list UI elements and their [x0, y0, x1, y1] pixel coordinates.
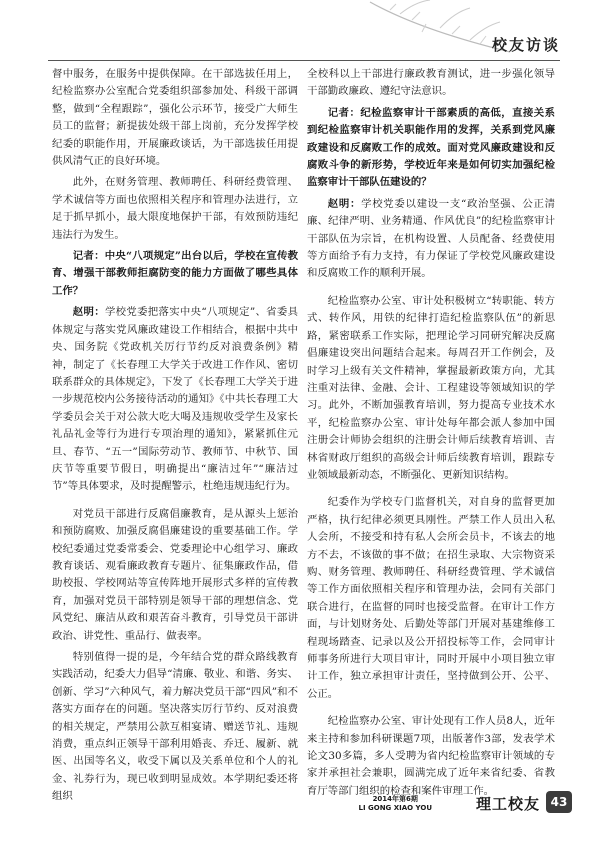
header-rule — [48, 60, 560, 61]
right-column — [307, 66, 555, 804]
page-number: 43 — [546, 791, 572, 813]
paragraph-text: 对党员干部进行反腐倡廉教育，是从源头上惩治和预防腐败、加强反腐倡廉建设的重要基础工作。学校纪委通过党委常委会、党委理论中心组学习、廉政教育谈话、观看廉政教育专题片、征集廉政作品，借助校报、学校网站等宣传阵地开展形式多样的宣传教育，加强对党员干部特别是领导干部的理想信念、党风党纪、廉洁从政和艰苦奋斗教育，引导党员干部讲政治、讲党性、重品行、做表率。 — [52, 507, 298, 642]
magazine-pinyin: LI GONG XIAO YOU — [358, 804, 432, 812]
speaker-label: 赵明： — [72, 306, 105, 319]
interview-question — [52, 248, 298, 300]
body-paragraph — [307, 713, 555, 800]
paragraph-text: 特别值得一提的是，今年结合党的群众路线教育实践活动，纪委大力倡导“清廉、敬业、和谐、务实、创新、学习”六种风气，着力解决党员干部“四风”和不落实方面存在的问题。坚决落实厉行节约、反对浪费的相关规定，严禁用公款互相宴请、赠送节礼、违规消费，重点纠正领导干部利用婚丧、乔迁、履新、就医、出国等名义，收受下属以及关系单位和个人的礼金、礼券行为，现已收到明显成效。本学期纪委还将组织 — [52, 651, 298, 803]
magazine-name: 理工校友 — [475, 795, 540, 813]
paragraph-text: 纪检监察办公室、审计处积极树立“转职能、转方式、转作风，用铁的纪律打造纪检监察队伍”的新思路，紧密联系工作实际，把理论学习同研究解决反腐倡廉建设突出问题结合起来。每周召开工作例会，及时学习上级有关文件精神，掌握最新政策方向，尤其注重对法律、金融、会计、工程建设等领域知识的学习。此外，不断加强教育培训，努力提高专业技术水平，纪检监察办公室、审计处每年都会派人参加中国注册会计师协会组织的注册会计师后续教育培训、吉林省财政厅组织的高级会计师后续教育培训，跟踪专业领域最新动态，不断强化、更新知识结构。 — [307, 294, 555, 481]
body-paragraph — [307, 293, 555, 484]
body-paragraph — [52, 66, 298, 170]
speaker-label: 记者： — [72, 250, 105, 263]
paragraph-text: 中央“八项规定”出台以后，学校在宣传教育、增强干部教师拒腐防变的能力方面做了哪些具体工作？ — [52, 250, 299, 297]
issue-number: 2014年第6期 — [372, 795, 418, 803]
paragraph-text: 学校党委以建设一支“政治坚强、公正清廉、纪律严明、业务精通、作风优良”的纪检监察审计干部队伍为宗旨，在机构设置、人员配备、经费使用等方面给予有力支持，有力保证了学校党风廉政建设和反腐败工作的顺利开展。 — [307, 197, 556, 280]
paragraph-text: 全校科以上干部进行廉政教育测试，进一步强化领导干部勤政廉政、遵纪守法意识。 — [307, 68, 555, 98]
body-paragraph — [307, 494, 555, 703]
speaker-label: 赵明： — [327, 197, 362, 210]
left-column — [52, 66, 298, 810]
paragraph-text: 纪委作为学校专门监督机关，对自身的监督更加严格，执行纪律必须更具刚性。严禁工作人员出入私人会所，不接受和持有私人会所会员卡，不该去的地方不去，不该做的事不做；在招生录取、大宗物资采购、财务管理、教师聘任、科研经费管理、学术诚信等工作方面依照相关程序和管理办法，会同有关部门联合进行，在监督的同时也接受监督。在审计工作方面，与计划财务处、后勤处等部门开展对基建维修工程现场踏查、记录以及公开招投标等工作，会同审计师事务所进行大项目审计，同时开展中小项目独立审计工作，独立承担审计责任，坚持做到公开、公平、公正。 — [307, 496, 555, 700]
body-paragraph — [52, 506, 298, 645]
section-title: 校友访谈 — [491, 36, 560, 54]
speaker-label: 记者： — [327, 106, 361, 119]
interview-answer — [307, 196, 555, 283]
issue-info — [359, 795, 433, 813]
body-paragraph — [52, 649, 298, 806]
paragraph-text: 此外，在财务管理、教师聘任、科研经费管理、学术诚信等方面也依照相关程序和管理办法进行，立足于抓早抓小，最大限度地保护干部，有效预防违纪违法行为发生。 — [52, 176, 298, 241]
paragraph-text: 督中服务，在服务中提供保障。在干部选拔任用上，纪检监察办公室配合党委组织部参加处、科级干部调整，做到“全程跟踪”，强化公示环节，接受广大师生员工的监督；新提拔处级干部上岗前，充分发挥学校纪委的职能作用，开展廉政谈话，为干部选拔任用提供风清气正的良好环境。 — [52, 68, 298, 168]
interview-question — [307, 105, 555, 192]
paragraph-text: 纪检监察审计干部素质的高低，直接关系到纪检监察审计机关职能作用的发挥，关系到党风廉政建设和反腐败工作的成效。面对党风廉政建设和反腐败斗争的新形势，学校近年来是如何切实加强纪检监察审计干部队伍建设的？ — [307, 106, 556, 189]
paragraph-text: 学校党委把落实中央“八项规定”、省委具体规定与落实党风廉政建设工作相结合，根据中共中央、国务院《党政机关厉行节约反对浪费条例》精神，制定了《长春理工大学关于改进工作作风、密切联系群众的具体规定》，下发了《长春理工大学关于进一步规范校内公务接待活动的通知》《中共长春理工大学委员会关于对公款大吃大喝及违规收受学生及家长礼品礼金等行为进行专项治理的通知》，紧紧抓住元旦、春节、“五一”国际劳动节、教师节、中秋节、国庆节等重要节假日，明确提出“廉洁过年”“廉洁过节”等具体要求，及时提醒警示，杜绝违规违纪行为。 — [52, 306, 298, 493]
interview-answer — [52, 304, 298, 495]
body-paragraph — [52, 174, 298, 244]
paragraph-text: 纪检监察办公室、审计处现有工作人员8人，近年来主持和参加科研课题7项，出版著作3部，发表学术论文30多篇，多人受聘为省内纪检监察审计领域的专家并承担社会兼职，圆满完成了近年来省纪委、省教育厅等部门组织的检查和案件审理工作。 — [307, 715, 555, 797]
body-paragraph — [307, 66, 555, 101]
page-footer — [332, 793, 572, 823]
